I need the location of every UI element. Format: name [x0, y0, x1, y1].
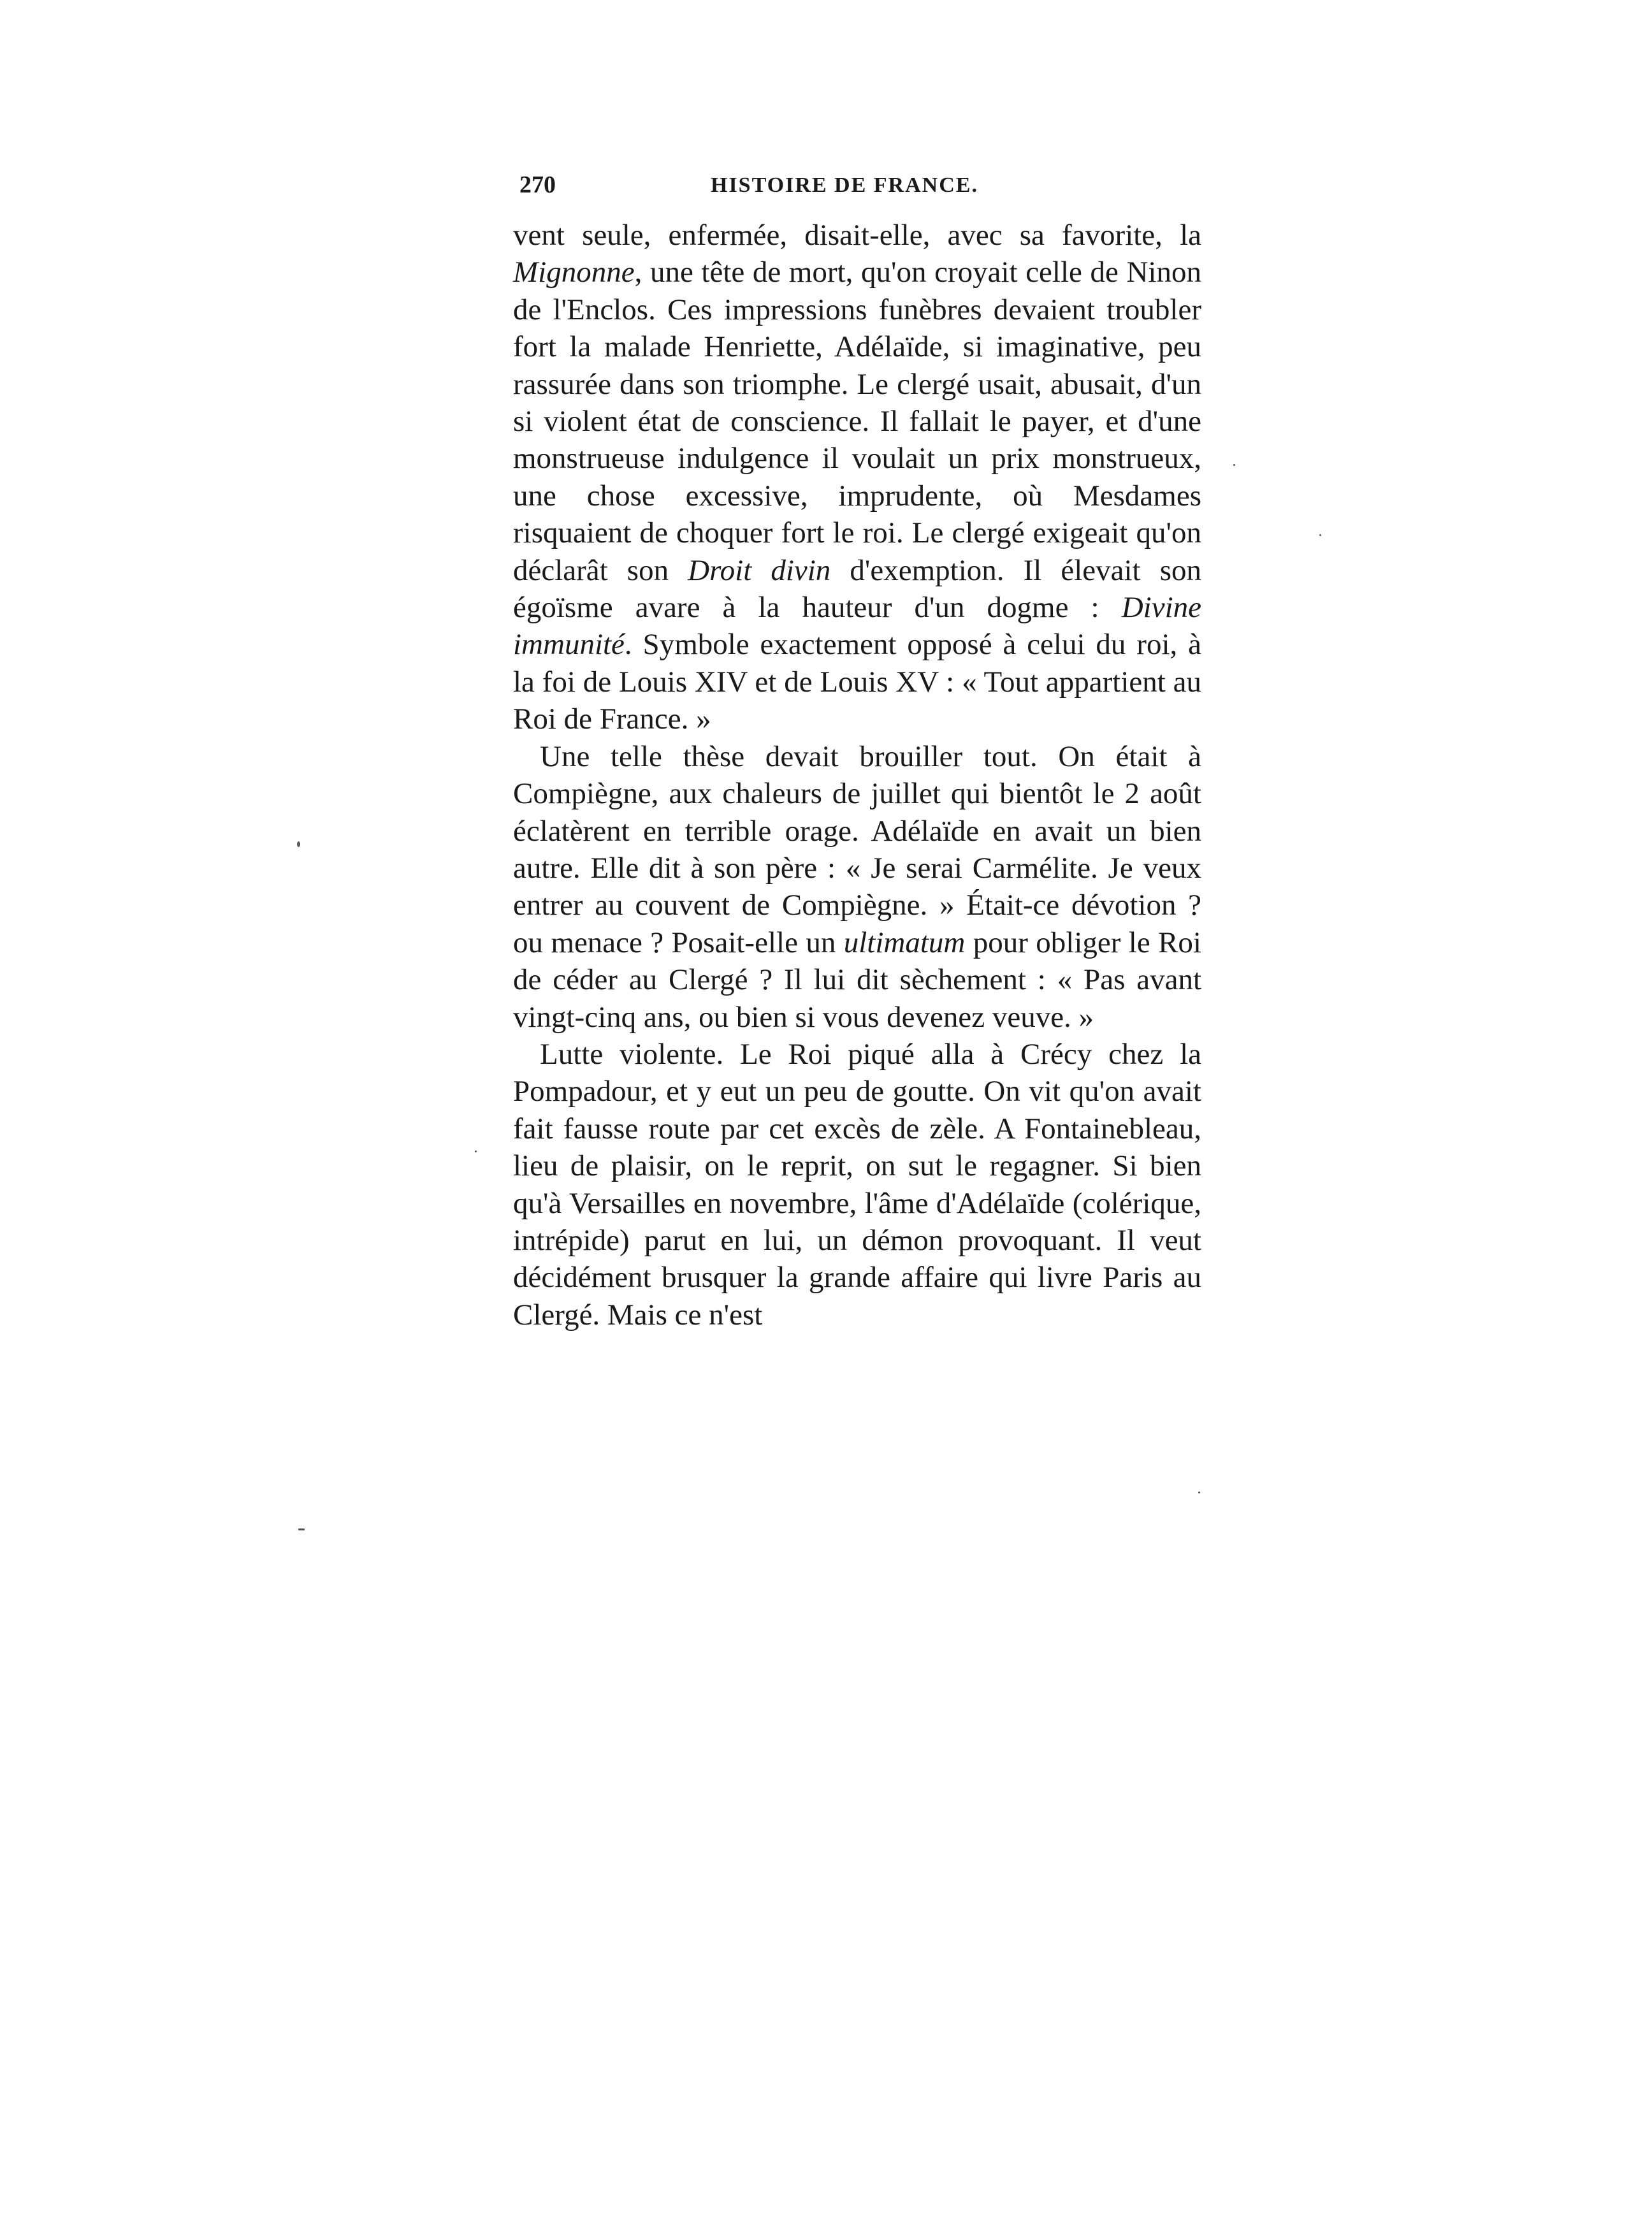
page-number: 270	[519, 171, 556, 198]
scan-speck	[1198, 1492, 1200, 1493]
scan-speck	[475, 1151, 477, 1152]
running-head: HISTOIRE DE FRANCE.	[711, 173, 978, 197]
scan-speck	[1319, 534, 1321, 536]
body-text	[513, 217, 1201, 1333]
text-fragment: vent seule, enfermée, disait-elle, avec sa favorite, la	[513, 219, 1201, 252]
text-fragment: Lutte violente. Le Roi piqué alla à Crécy chez la Pompadour, et y eut un peu de goutte. On vit qu'on avait fait fausse route par cet excès de zèle. A Fontainebleau, lieu de plaisir, on le reprit, on sut le regagner. Si bien qu'à Versailles en novembre, l'âme d'Adélaïde (colérique, intrépide) parut en lui, un démon provoquant. Il veut décidément brusquer la grande affaire qui livre Paris au Clergé. Mais ce n'est	[513, 1037, 1201, 1332]
text-fragment: pour obliger le Roi de céder au Clergé ? Il lui dit sèchement : « Pas avant vingt-cinq ans, ou bien si vous devenez veuve. »	[513, 926, 1201, 1034]
text-fragment: . Symbole exactement opposé à celui du roi, à la foi de Louis XIV et de Louis XV : « Tout appartient au Roi de France. »	[513, 628, 1201, 736]
scan-speck	[297, 841, 300, 847]
text-fragment: d'exemption. Il élevait son égoïsme avare à la hauteur d'un dogme :	[513, 553, 1201, 625]
italic-fragment: Divine immunité	[513, 591, 1201, 662]
scan-speck	[298, 1528, 305, 1530]
scan-speck	[1233, 464, 1235, 466]
page-header	[519, 171, 1199, 203]
italic-fragment: ultimatum	[843, 926, 966, 959]
paragraph	[513, 738, 1201, 1036]
text-fragment: , une tête de mort, qu'on croyait celle de Ninon de l'Enclos. Ces impressions funèbres devaient troubler fort la malade Henriette, Adélaïde, si imaginative, peu rassurée dans son triomphe. Le clergé usait, abusait, d'un si violent état de conscience. Il fallait le payer, et d'une monstrueuse indulgence il voulait un prix monstrueux, une chose excessive, imprudente, où Mesdames risquaient de choquer fort le roi. Le clergé exigeait qu'on déclarât son	[513, 256, 1201, 587]
text-fragment: Une telle thèse devait brouiller tout. On était à Compiègne, aux chaleurs de juillet qui bientôt le 2 août éclatèrent en terrible orage. Adélaïde en avait un bien autre. Elle dit à son père : « Je serai Carmélite. Je veux entrer au couvent de Compiègne. » Était-ce dévotion ? ou menace ? Posait-elle un	[513, 739, 1201, 959]
italic-fragment: Mignonne	[513, 256, 635, 289]
paragraph	[513, 1036, 1201, 1333]
paragraph	[513, 217, 1201, 738]
italic-fragment: Droit divin	[688, 553, 831, 587]
